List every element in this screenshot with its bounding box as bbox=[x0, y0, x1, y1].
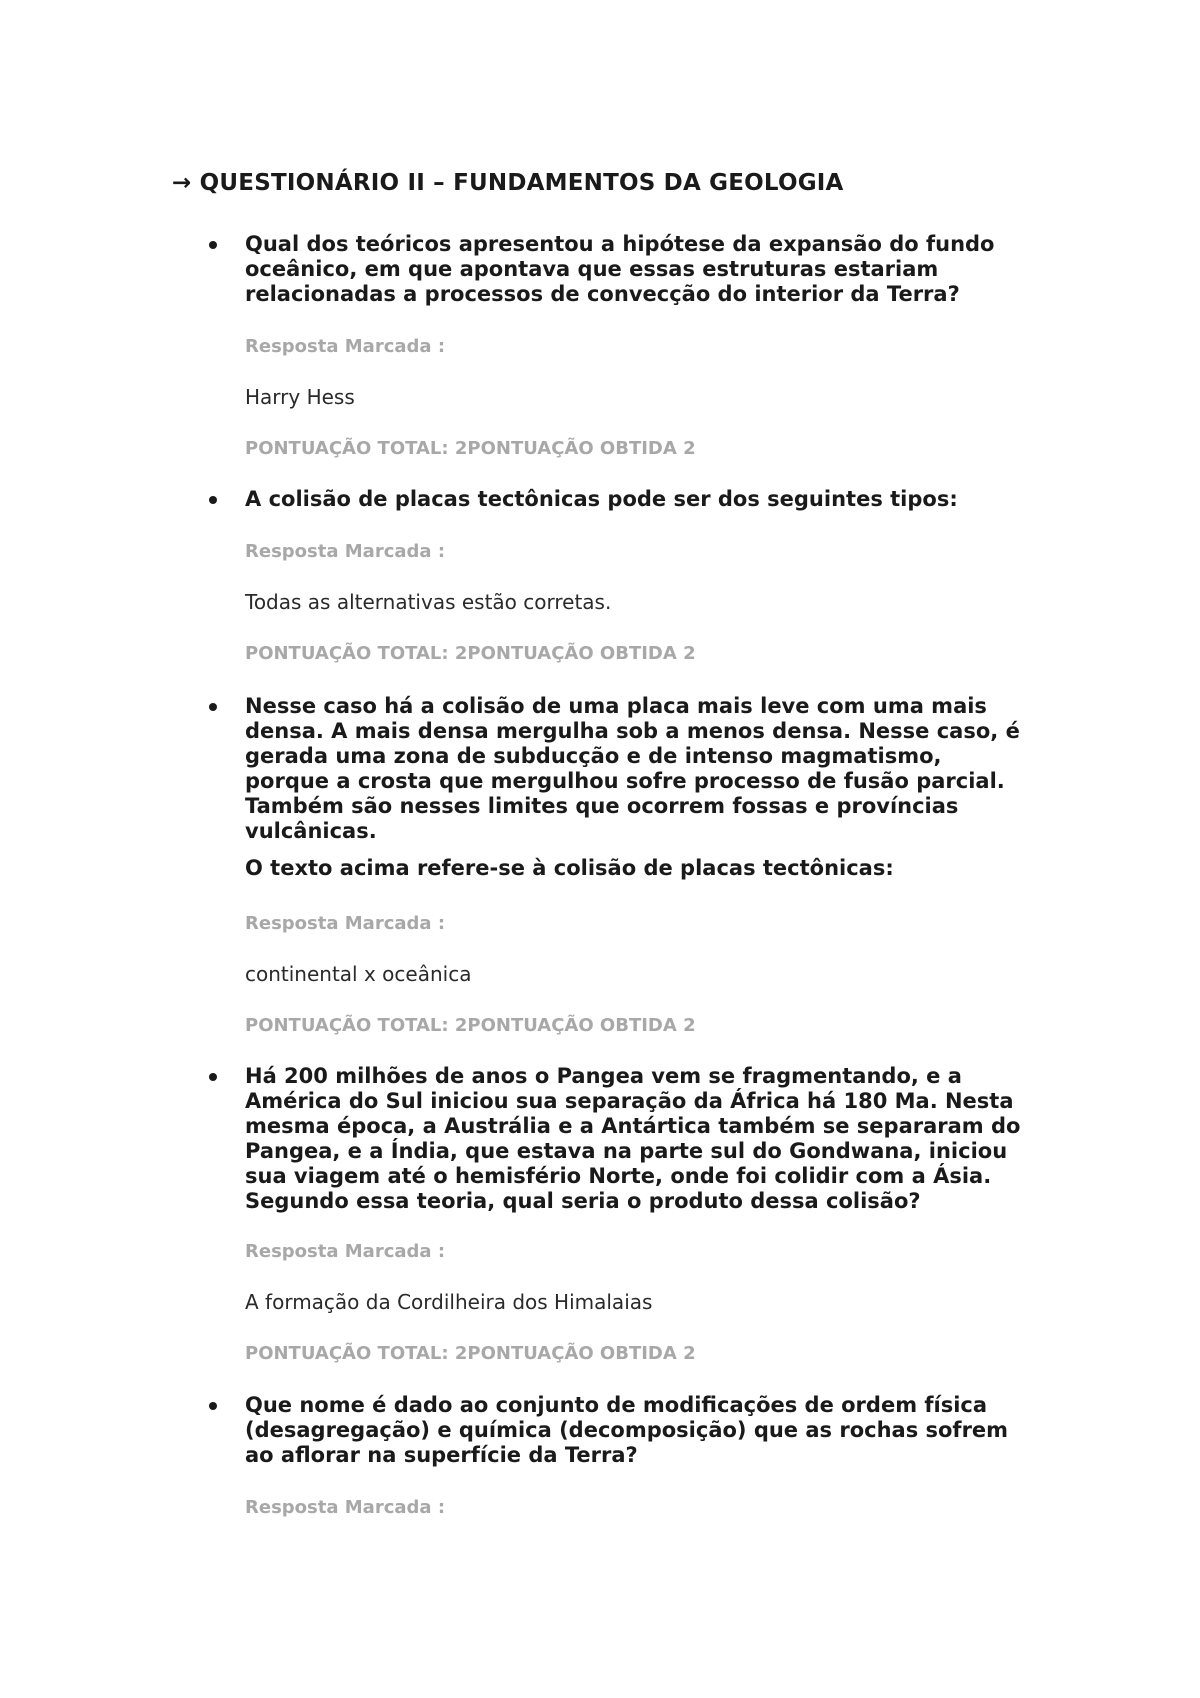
question-text: Há 200 milhões de anos o Pangea vem se fragmentando, e a América do Sul iniciou sua separação da África há 180 Ma. Nesta mesma época, a Austrália e a Antártica também se separaram do Pangea, e a Índia, que estava na parte sul do Gondwana, iniciou sua viagem até o hemisfério Norte, onde foi colidir com a Ásia. Segundo essa teoria, qual seria o produto dessa colisão? bbox=[245, 1064, 1021, 1213]
answer-label: Resposta Marcada : bbox=[245, 541, 446, 562]
question-item bbox=[245, 1393, 1045, 1518]
question-text: Nesse caso há a colisão de uma placa mais leve com uma mais densa. A mais densa mergulha sob a menos densa. Nesse caso, é gerada uma zona de subducção e de intenso magmatismo, porque a crosta que mergulhou sofre processo de fusão parcial. Também são nesses limites que ocorrem fossas e províncias vulcânicas. bbox=[245, 694, 1020, 843]
bullet-icon bbox=[209, 496, 217, 504]
bullet-icon bbox=[209, 1402, 217, 1410]
question-item bbox=[245, 232, 1045, 459]
page-title: → QUESTIONÁRIO II – FUNDAMENTOS DA GEOLOGIA bbox=[172, 170, 844, 196]
question-subtext: O texto acima refere-se à colisão de placas tectônicas: bbox=[245, 856, 894, 880]
marked-answer: A formação da Cordilheira dos Himalaias bbox=[245, 1290, 653, 1314]
answer-label: Resposta Marcada : bbox=[245, 336, 446, 357]
score-line: PONTUAÇÃO TOTAL: 2PONTUAÇÃO OBTIDA 2 bbox=[245, 1343, 696, 1364]
question-text: Que nome é dado ao conjunto de modificações de ordem física (desagregação) e química (decomposição) que as rochas sofrem ao aflorar na superfície da Terra? bbox=[245, 1393, 1009, 1467]
score-line: PONTUAÇÃO TOTAL: 2PONTUAÇÃO OBTIDA 2 bbox=[245, 643, 696, 664]
score-line: PONTUAÇÃO TOTAL: 2PONTUAÇÃO OBTIDA 2 bbox=[245, 1015, 696, 1036]
bullet-icon bbox=[209, 1073, 217, 1081]
question-item bbox=[245, 1064, 1045, 1364]
answer-label: Resposta Marcada : bbox=[245, 1497, 446, 1518]
question-item bbox=[245, 694, 1045, 1036]
marked-answer: continental x oceânica bbox=[245, 962, 472, 986]
question-item bbox=[245, 487, 1045, 664]
marked-answer: Harry Hess bbox=[245, 385, 355, 409]
question-text: A colisão de placas tectônicas pode ser dos seguintes tipos: bbox=[245, 487, 958, 511]
marked-answer: Todas as alternativas estão corretas. bbox=[245, 590, 612, 614]
question-text: Qual dos teóricos apresentou a hipótese da expansão do fundo oceânico, em que apontava que essas estruturas estariam relacionadas a processos de convecção do interior da Terra? bbox=[245, 232, 995, 306]
answer-label: Resposta Marcada : bbox=[245, 913, 446, 934]
bullet-icon bbox=[209, 241, 217, 249]
score-line: PONTUAÇÃO TOTAL: 2PONTUAÇÃO OBTIDA 2 bbox=[245, 438, 696, 459]
answer-label: Resposta Marcada : bbox=[245, 1241, 446, 1262]
bullet-icon bbox=[209, 703, 217, 711]
